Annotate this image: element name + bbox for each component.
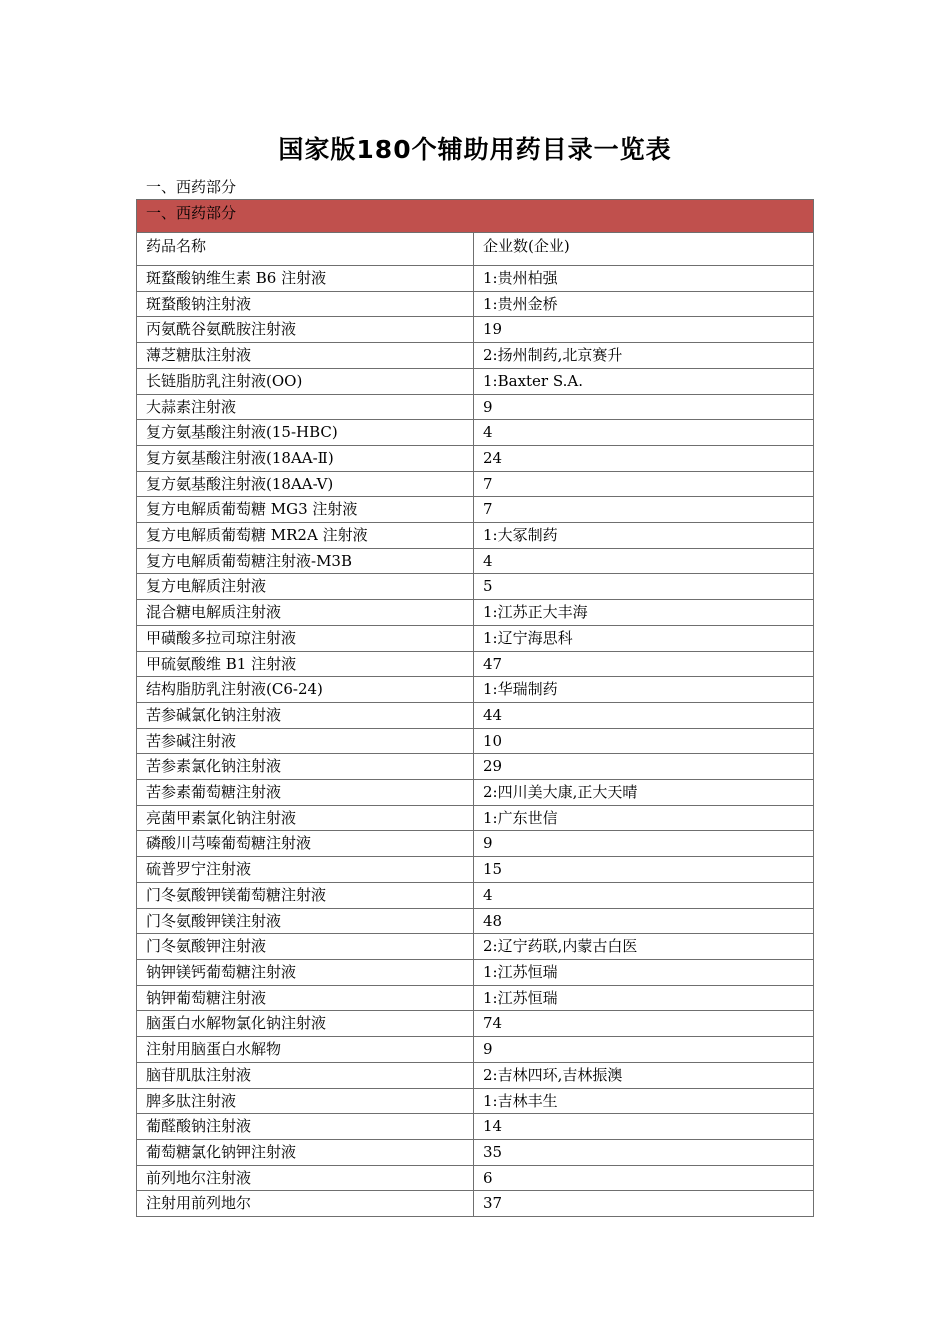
drug-name-cell: 前列地尔注射液 <box>137 1165 474 1191</box>
drug-name-cell: 复方氨基酸注射液(15-HBC) <box>137 420 474 446</box>
company-cell: 29 <box>474 754 814 780</box>
company-cell: 4 <box>474 548 814 574</box>
table-band-row <box>137 200 814 233</box>
table-row <box>137 1114 814 1140</box>
drug-name-cell: 葡醛酸钠注射液 <box>137 1114 474 1140</box>
drug-name-cell: 斑蝥酸钠维生素 B6 注射液 <box>137 266 474 292</box>
document-title: 国家版180个辅助用药目录一览表 <box>278 135 672 164</box>
table-row <box>137 1062 814 1088</box>
drug-name-cell: 复方电解质注射液 <box>137 574 474 600</box>
drug-name-cell: 门冬氨酸钾镁葡萄糖注射液 <box>137 882 474 908</box>
table-row <box>137 394 814 420</box>
company-cell: 74 <box>474 1011 814 1037</box>
drug-name-cell: 丙氨酰谷氨酰胺注射液 <box>137 317 474 343</box>
table-row <box>137 291 814 317</box>
company-cell: 7 <box>474 471 814 497</box>
table-row <box>137 677 814 703</box>
drug-name-cell: 脑蛋白水解物氯化钠注射液 <box>137 1011 474 1037</box>
company-cell: 14 <box>474 1114 814 1140</box>
table-row <box>137 574 814 600</box>
company-cell: 1:贵州金桥 <box>474 291 814 317</box>
table-row <box>137 780 814 806</box>
drug-name-cell: 复方电解质葡萄糖 MG3 注射液 <box>137 497 474 523</box>
table-row <box>137 728 814 754</box>
table-row <box>137 445 814 471</box>
table-row <box>137 368 814 394</box>
section-label: 一、西药部分 <box>146 178 237 196</box>
drug-name-cell: 苦参素葡萄糖注射液 <box>137 780 474 806</box>
drug-name-cell: 注射用前列地尔 <box>137 1191 474 1217</box>
table-row <box>137 317 814 343</box>
table-row <box>137 985 814 1011</box>
table-row <box>137 754 814 780</box>
company-cell: 35 <box>474 1139 814 1165</box>
drug-name-cell: 甲硫氨酸维 B1 注射液 <box>137 651 474 677</box>
drug-name-cell: 磷酸川芎嗪葡萄糖注射液 <box>137 831 474 857</box>
drug-name-cell: 薄芝糖肽注射液 <box>137 343 474 369</box>
table-row <box>137 831 814 857</box>
company-cell: 1:Baxter S.A. <box>474 368 814 394</box>
drug-name-cell: 斑蝥酸钠注射液 <box>137 291 474 317</box>
table-row <box>137 1037 814 1063</box>
drug-name-cell: 结构脂肪乳注射液(C6-24) <box>137 677 474 703</box>
table-row <box>137 882 814 908</box>
table-row <box>137 857 814 883</box>
company-cell: 1:辽宁海思科 <box>474 625 814 651</box>
table-band-label: 一、西药部分 <box>137 200 814 233</box>
drug-name-cell: 甲磺酸多拉司琼注射液 <box>137 625 474 651</box>
drug-name-cell: 苦参碱氯化钠注射液 <box>137 702 474 728</box>
drug-name-cell: 葡萄糖氯化钠钾注射液 <box>137 1139 474 1165</box>
company-cell: 37 <box>474 1191 814 1217</box>
company-cell: 7 <box>474 497 814 523</box>
table-row <box>137 1011 814 1037</box>
company-cell: 4 <box>474 420 814 446</box>
drug-name-cell: 脑苷肌肽注射液 <box>137 1062 474 1088</box>
table-row <box>137 600 814 626</box>
table-row <box>137 343 814 369</box>
company-cell: 44 <box>474 702 814 728</box>
drug-name-cell: 长链脂肪乳注射液(OO) <box>137 368 474 394</box>
company-cell: 19 <box>474 317 814 343</box>
company-cell: 2:四川美大康,正大天晴 <box>474 780 814 806</box>
company-cell: 9 <box>474 831 814 857</box>
drug-name-cell: 门冬氨酸钾镁注射液 <box>137 908 474 934</box>
drug-name-cell: 复方电解质葡萄糖 MR2A 注射液 <box>137 523 474 549</box>
column-header-drug-name: 药品名称 <box>137 233 474 266</box>
company-cell: 1:江苏正大丰海 <box>474 600 814 626</box>
company-cell: 1:华瑞制药 <box>474 677 814 703</box>
table-row <box>137 908 814 934</box>
table-row <box>137 651 814 677</box>
company-cell: 1:吉林丰生 <box>474 1088 814 1114</box>
table-row <box>137 471 814 497</box>
drug-name-cell: 苦参素氯化钠注射液 <box>137 754 474 780</box>
company-cell: 9 <box>474 1037 814 1063</box>
company-cell: 48 <box>474 908 814 934</box>
company-cell: 4 <box>474 882 814 908</box>
drug-name-cell: 复方电解质葡萄糖注射液-M3B <box>137 548 474 574</box>
company-cell: 47 <box>474 651 814 677</box>
company-cell: 9 <box>474 394 814 420</box>
company-cell: 15 <box>474 857 814 883</box>
table-row <box>137 497 814 523</box>
table-row <box>137 625 814 651</box>
company-cell: 2:吉林四环,吉林振澳 <box>474 1062 814 1088</box>
table-row <box>137 548 814 574</box>
drug-name-cell: 复方氨基酸注射液(18AA-V) <box>137 471 474 497</box>
table-row <box>137 420 814 446</box>
company-cell: 5 <box>474 574 814 600</box>
table-row <box>137 1191 814 1217</box>
table-row <box>137 959 814 985</box>
company-cell: 1:贵州柏强 <box>474 266 814 292</box>
drug-name-cell: 混合糖电解质注射液 <box>137 600 474 626</box>
company-cell: 2:扬州制药,北京赛升 <box>474 343 814 369</box>
table-row <box>137 1165 814 1191</box>
table-row <box>137 1139 814 1165</box>
drug-name-cell: 硫普罗宁注射液 <box>137 857 474 883</box>
table-row <box>137 934 814 960</box>
drug-name-cell: 脾多肽注射液 <box>137 1088 474 1114</box>
drug-table <box>136 199 814 1217</box>
column-header-companies: 企业数(企业) <box>474 233 814 266</box>
drug-name-cell: 钠钾镁钙葡萄糖注射液 <box>137 959 474 985</box>
table-row <box>137 702 814 728</box>
table-row <box>137 1088 814 1114</box>
company-cell: 24 <box>474 445 814 471</box>
drug-name-cell: 大蒜素注射液 <box>137 394 474 420</box>
drug-name-cell: 门冬氨酸钾注射液 <box>137 934 474 960</box>
drug-name-cell: 苦参碱注射液 <box>137 728 474 754</box>
company-cell: 1:大冢制药 <box>474 523 814 549</box>
company-cell: 1:江苏恒瑞 <box>474 959 814 985</box>
company-cell: 2:辽宁药联,内蒙古白医 <box>474 934 814 960</box>
drug-name-cell: 注射用脑蛋白水解物 <box>137 1037 474 1063</box>
table-row <box>137 523 814 549</box>
drug-name-cell: 复方氨基酸注射液(18AA-Ⅱ) <box>137 445 474 471</box>
table-header-row <box>137 233 814 266</box>
company-cell: 10 <box>474 728 814 754</box>
drug-name-cell: 钠钾葡萄糖注射液 <box>137 985 474 1011</box>
table-row <box>137 805 814 831</box>
company-cell: 6 <box>474 1165 814 1191</box>
company-cell: 1:广东世信 <box>474 805 814 831</box>
table-row <box>137 266 814 292</box>
company-cell: 1:江苏恒瑞 <box>474 985 814 1011</box>
drug-name-cell: 亮菌甲素氯化钠注射液 <box>137 805 474 831</box>
